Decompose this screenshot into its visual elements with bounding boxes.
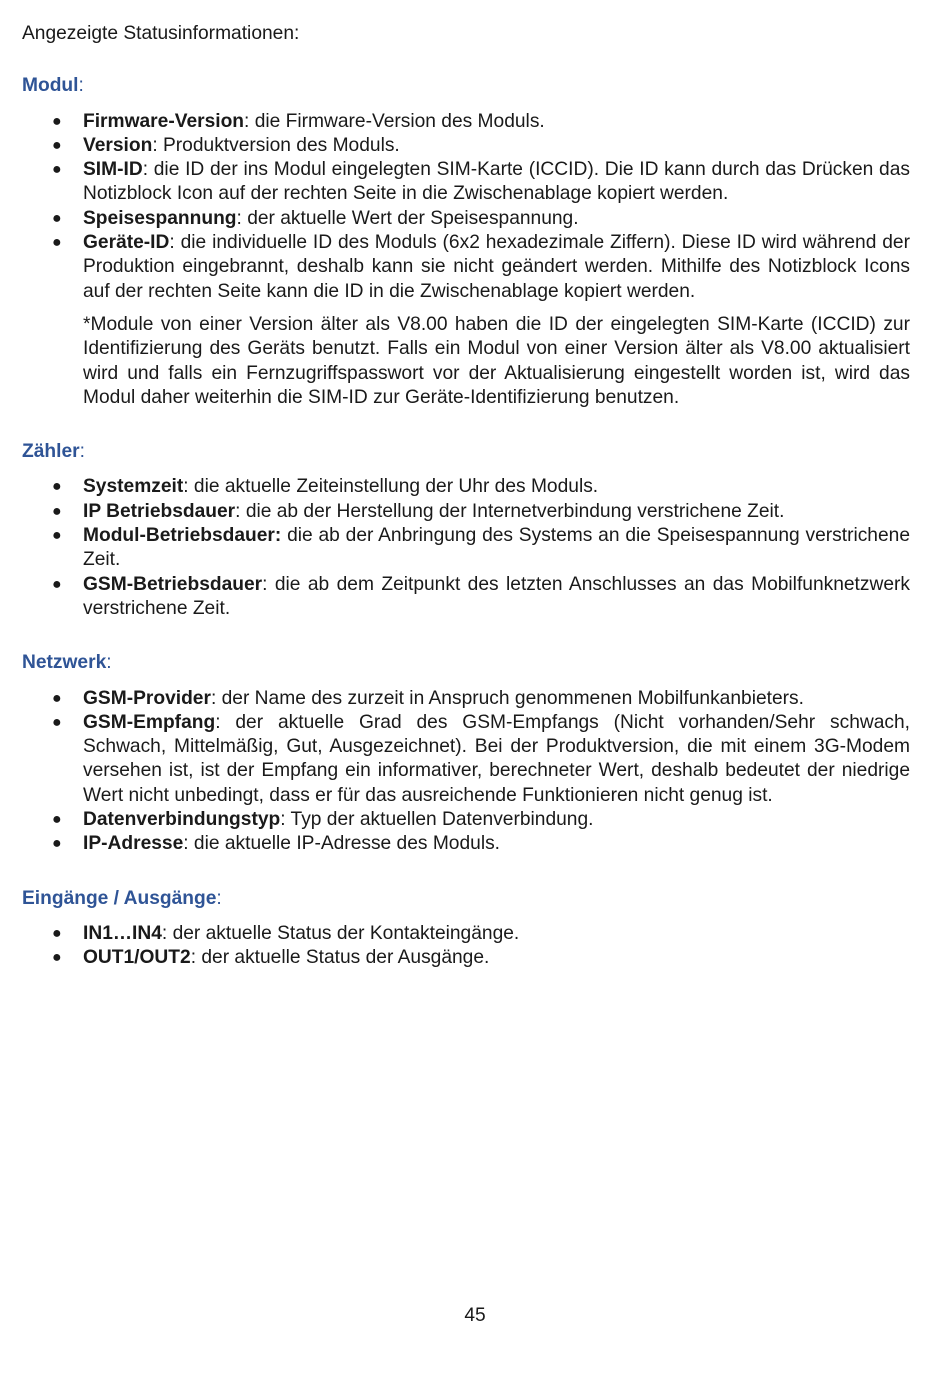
item-term: Systemzeit <box>83 476 184 498</box>
bullet-list <box>22 922 910 971</box>
list-item <box>22 475 910 499</box>
list-item <box>22 500 910 524</box>
list-item <box>22 922 910 946</box>
list-item <box>22 207 910 231</box>
item-term: SIM-ID <box>83 159 143 181</box>
bullet-icon: ● <box>52 949 62 967</box>
list-item <box>22 524 910 573</box>
bullet-list <box>22 475 910 621</box>
bullet-icon: ● <box>52 161 62 179</box>
item-term: GSM-Betriebsdauer <box>83 573 263 595</box>
section-heading: Modul: <box>22 75 84 97</box>
bullet-list <box>22 687 910 857</box>
bullet-icon: ● <box>52 209 62 227</box>
item-description: : die ab dem Zeitpunkt des letzten Anschlusses an das Mobilfunknetzwerk verstrichene Zeit. <box>83 573 910 619</box>
page-number: 45 <box>464 1305 486 1326</box>
footnote-text: *Module von einer Version älter als V8.00 haben die ID der eingelegten SIM-Karte (ICCID) zur Identifizierung des Geräts benutzt. Falls ein Modul von einer Version älter als V8.00 aktualisiert wird und falls ein Fernzugriffspasswort vor der Aktualisierung eingestellt worden ist, wird das Modul daher weiterhin die SIM-ID zur Geräte-Identifizierung benutzen. <box>83 313 910 408</box>
intro-text: Angezeigte Statusinformationen: <box>22 23 300 44</box>
item-description: : die individuelle ID des Moduls (6x2 hexadezimale Ziffern). Diese ID wird während der Produktion eingebrannt, deshalb kann sie nicht geändert werden. Mithilfe des Notizblock Icons auf der rechten Seite kann die ID in die Zwischenablage kopiert werden. <box>83 232 910 302</box>
item-term: Modul-Betriebsdauer: <box>83 525 282 547</box>
item-term: IP Betriebsdauer <box>83 500 236 522</box>
item-description: : die ID der ins Modul eingelegten SIM-Karte (ICCID). Die ID kann durch das Drücken das Notizblock Icon auf der rechten Seite in die Zwischenablage kopiert werden. <box>83 159 910 205</box>
bullet-icon: ● <box>52 136 62 154</box>
list-item <box>22 231 910 304</box>
bullet-icon: ● <box>52 811 62 829</box>
bullet-icon: ● <box>52 527 62 545</box>
item-description: : Produktversion des Moduls. <box>152 134 400 156</box>
list-item <box>22 158 910 207</box>
bullet-icon: ● <box>52 575 62 593</box>
item-term: Datenverbindungstyp <box>83 809 281 831</box>
bullet-icon: ● <box>52 713 62 731</box>
item-term: IN1…IN4 <box>83 922 162 944</box>
section-netzwerk <box>22 651 910 856</box>
section-modul <box>22 74 910 410</box>
list-item <box>22 711 910 808</box>
item-description: : die aktuelle Zeiteinstellung der Uhr des Moduls. <box>183 476 599 498</box>
section-heading: Zähler: <box>22 441 85 463</box>
item-description: : der aktuelle Status der Kontakteingänge. <box>161 922 520 944</box>
bullet-icon: ● <box>52 835 62 853</box>
bullet-icon: ● <box>52 234 62 252</box>
bullet-list <box>22 110 910 304</box>
list-item <box>22 687 910 711</box>
section-heading: Netzwerk: <box>22 652 112 674</box>
list-item <box>22 832 910 856</box>
bullet-icon: ● <box>52 924 62 942</box>
item-description: : die aktuelle IP-Adresse des Moduls. <box>183 833 501 855</box>
bullet-icon: ● <box>52 478 62 496</box>
item-term: GSM-Provider <box>83 687 211 709</box>
item-term: GSM-Empfang <box>83 711 216 733</box>
bullet-icon: ● <box>52 689 62 707</box>
item-term: Version <box>83 134 153 156</box>
list-item <box>22 573 910 622</box>
item-term: OUT1/OUT2 <box>83 947 191 969</box>
document-page <box>22 22 910 1001</box>
list-item <box>22 808 910 832</box>
item-description: : der aktuelle Grad des GSM-Empfangs (Nicht vorhanden/Sehr schwach, Schwach, Mittelmäßig, Gut, Ausgezeichnet). Bei der Produktversion, die mit einem 3G-Modem versehen ist, ist der Empfang ein informativer, berechneter Wert, deshalb bedeutet der niedrige Wert nicht unbedingt, dass er für das ausreichende Funktionieren nicht genug ist. <box>83 711 910 806</box>
item-description: : die ab der Herstellung der Internetverbindung verstrichene Zeit. <box>235 500 785 522</box>
item-term: Firmware-Version <box>83 110 245 132</box>
bullet-icon: ● <box>52 112 62 130</box>
item-description: : der Name des zurzeit in Anspruch genommenen Mobilfunkanbieters. <box>210 687 804 709</box>
item-description: : der aktuelle Wert der Speisespannung. <box>236 207 579 229</box>
item-description: : die Firmware-Version des Moduls. <box>244 110 545 132</box>
list-item <box>22 134 910 158</box>
section-zaehler <box>22 440 910 621</box>
item-term: Speisespannung <box>83 207 237 229</box>
item-term: Geräte-ID <box>83 232 170 254</box>
item-description: : Typ der aktuellen Datenverbindung. <box>280 809 594 831</box>
list-item <box>22 946 910 970</box>
section-eingaenge-ausgaenge <box>22 887 910 971</box>
item-description: die ab der Anbringung des Systems an die Speisespannung verstrichene Zeit. <box>83 525 910 571</box>
item-description: : der aktuelle Status der Ausgänge. <box>190 947 490 969</box>
item-term: IP-Adresse <box>83 833 184 855</box>
list-item <box>22 110 910 134</box>
section-heading: Eingänge / Ausgänge: <box>22 887 222 909</box>
bullet-icon: ● <box>52 502 62 520</box>
